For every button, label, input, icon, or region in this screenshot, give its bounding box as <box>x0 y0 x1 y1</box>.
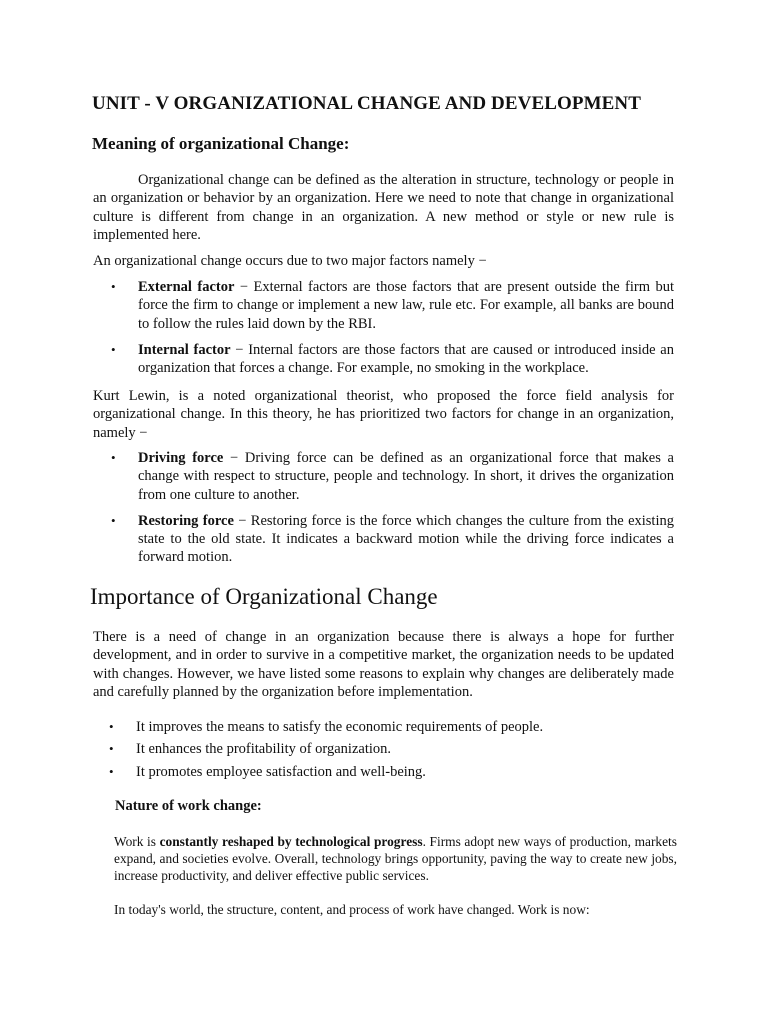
importance-heading: Importance of Organizational Change <box>90 584 438 609</box>
bullet-icon: • <box>111 341 116 357</box>
bullet-icon: • <box>109 763 114 779</box>
forces-list <box>111 449 674 567</box>
nature-text-prefix: Work is <box>114 834 160 849</box>
term: Driving force <box>138 450 224 466</box>
bullet-icon: • <box>109 719 114 734</box>
nature-paragraph <box>114 834 677 884</box>
definition: − External factors are those factors that are present outside the firm but force the firm to change or implement a new law, rule etc. For example, all banks are bound to follow the rules laid down by the RBI. <box>138 279 674 332</box>
term: Restoring force <box>138 512 234 529</box>
meaning-paragraph: Organizational change can be defined as the alteration in structure, technology or people in an organization or behavior by an organization. Here we need to note that change in organizational culture is different from change in an organization. A new method or style or new rule is implemented here. <box>93 172 674 243</box>
meaning-heading: Meaning of organizational Change: <box>92 134 350 153</box>
definition: − Restoring force is the force which changes the culture from the existing state to the old state. It indicates a backward motion while the driving force indicates a forward motion. <box>138 512 674 566</box>
list-item <box>109 740 674 758</box>
list-item-text: It promotes employee satisfaction and well-being. <box>136 763 426 780</box>
importance-paragraph: There is a need of change in an organization because there is always a hope for further development, and in order to survive in a competitive market, the organization needs to be updated with changes. However, we have listed some reasons to explain why changes are deliberately made and carefully planned by the organization before implementation. <box>93 629 674 700</box>
list-item <box>109 763 674 781</box>
nature-text-rest: . Firms adopt new ways of production, markets expand, and societies evolve. Overall, technology brings opportunity, paving the way to create new jobs, increase productivity, and deliver effective public services. <box>114 834 677 883</box>
lewin-paragraph: Kurt Lewin, is a noted organizational theorist, who proposed the force field analysis for organizational change. In this theory, he has prioritized two factors for change in an organization, namely − <box>93 388 674 441</box>
factors-intro: An organizational change occurs due to two major factors namely − <box>93 253 487 269</box>
list-item <box>111 512 674 567</box>
term: Internal factor <box>138 341 231 358</box>
bullet-icon: • <box>111 512 116 528</box>
nature-heading: Nature of work change: <box>115 798 262 814</box>
nature-text-bold: constantly reshaped by technological progress <box>159 834 423 849</box>
bullet-icon: • <box>111 450 116 465</box>
unit-title: UNIT - V ORGANIZATIONAL CHANGE AND DEVELOPMENT <box>92 93 641 114</box>
list-item <box>111 278 674 333</box>
importance-list <box>109 718 674 781</box>
bullet-icon: • <box>109 741 114 757</box>
list-item <box>109 718 674 736</box>
nature-paragraph-2: In today's world, the structure, content, and process of work have changed. Work is now: <box>114 902 590 917</box>
bullet-icon: • <box>111 279 116 294</box>
list-item <box>111 341 674 378</box>
list-item <box>111 449 674 504</box>
list-item-text: It improves the means to satisfy the economic requirements of people. <box>136 719 544 735</box>
factors-list <box>111 278 674 377</box>
term: External factor <box>138 279 235 295</box>
list-item-text: It enhances the profitability of organization. <box>136 741 392 758</box>
definition: − Driving force can be defined as an organizational force that makes a change with respect to structure, people and technology. In short, it drives the organization from one culture to another. <box>138 450 674 503</box>
definition: − Internal factors are those factors that are caused or introduced inside an organization that forces a change. For example, no smoking in the workplace. <box>138 341 674 377</box>
